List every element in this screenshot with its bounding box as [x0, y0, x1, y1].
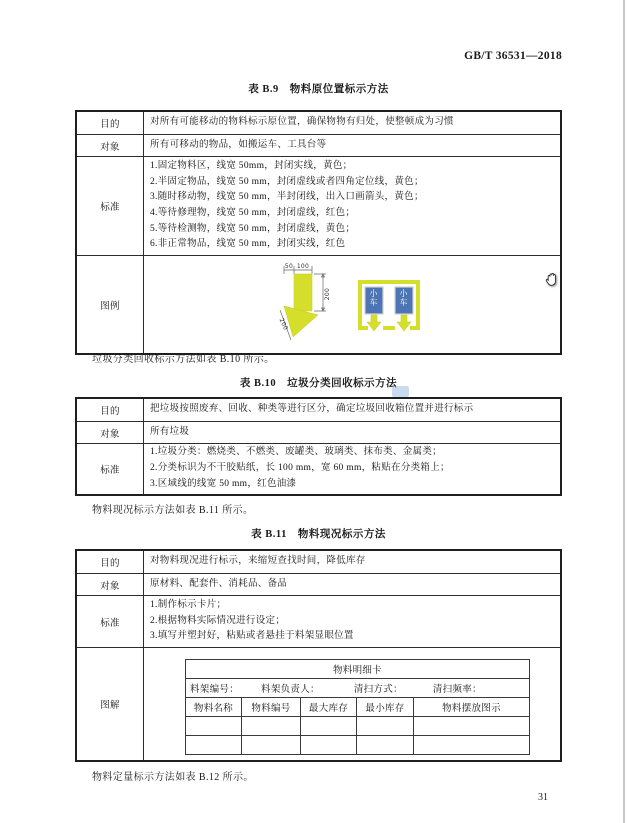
- table-row: [76, 444, 561, 496]
- empty-cell: [414, 735, 530, 754]
- empty-cell: [357, 716, 414, 735]
- table-b9-caption: 表 B.9 物料原位置标示方法: [248, 84, 389, 95]
- intro-paragraph-b10: 垃圾分类回收标示方法如表 B.10 所示。: [92, 354, 275, 365]
- row-label-object: 对象: [76, 422, 144, 444]
- down-arrow: [397, 315, 411, 331]
- b11-purpose-text: 对物料现况进行标示，来缩短查找时间，降低库存: [144, 550, 562, 574]
- row-label-object: 对象: [76, 574, 144, 596]
- table-row: [186, 678, 530, 697]
- table-row: [186, 659, 530, 678]
- standard-line: 3.随时移动物，线宽 50 mm，半封闭线，出入口画箭头，黄色；: [150, 192, 424, 203]
- empty-cell: [242, 716, 301, 735]
- row-label-purpose: 目的: [76, 111, 144, 135]
- b11-diagram-cell: [144, 648, 562, 762]
- row-label-standard: 标准: [76, 157, 144, 256]
- row-label-standard: 标准: [76, 596, 144, 648]
- intro-paragraph-b11: 物料现况标示方法如表 B.11 所示。: [92, 505, 254, 516]
- table-row: [76, 256, 561, 355]
- b11-object-text: 原材料、配套件、消耗品、备品: [144, 574, 562, 596]
- b9-purpose-text: 对所有可能移动的物料标示原位置，确保物物有归处，使整顿成为习惯: [144, 111, 562, 135]
- table-b11: [75, 549, 562, 762]
- standard-line: 1.制作标示卡片；: [150, 599, 227, 610]
- table-row: [76, 648, 561, 762]
- table-b9: [75, 110, 562, 355]
- intro-paragraph-b12: 物料定量标示方法如表 B.12 所示。: [92, 772, 254, 783]
- grab-hand-cursor-icon: [542, 270, 562, 293]
- row-label-purpose: 目的: [76, 398, 144, 422]
- table-row: [76, 157, 561, 256]
- position-arrow-figure: [278, 262, 340, 344]
- card-col-header: 最小库存: [357, 697, 414, 716]
- row-label-diagram: 图解: [76, 648, 144, 762]
- dimension-label-50: 50: [284, 263, 294, 270]
- material-card-table: [185, 659, 530, 755]
- b11-standard-text: [144, 596, 562, 648]
- card-col-header: 物料名称: [186, 697, 242, 716]
- cart-area-figure: [356, 278, 422, 334]
- empty-cell: [301, 716, 357, 735]
- table-row: [76, 135, 561, 157]
- dimension-label-200-right: 200: [324, 287, 331, 301]
- table-row: [76, 596, 561, 648]
- standard-line: 2.半固定物品，线宽 50 mm，封闭虚线或者四角定位线，黄色；: [150, 176, 424, 187]
- standard-line: 1.固定物料区，线宽 50mm，封闭实线，黄色；: [150, 160, 353, 171]
- dimension-label-200-diag: 200: [278, 317, 290, 332]
- standard-line: 2.根据物料实际情况进行设定；: [150, 615, 286, 626]
- b9-object-text: 所有可移动的物品，如搬运车、工具台等: [144, 135, 562, 157]
- table-row: [76, 398, 561, 422]
- card-meta-label: 清扫频率：: [432, 684, 482, 695]
- standard-line: 2.分类标识为不干胶贴纸，长 100 mm，宽 60 mm，粘贴在分类箱上；: [150, 463, 450, 474]
- empty-cell: [301, 735, 357, 754]
- card-col-header: 物料编号: [242, 697, 301, 716]
- table-b10-caption: 表 B.10 垃圾分类回收标示方法: [239, 378, 398, 389]
- table-row: [186, 697, 530, 716]
- table-b10: [75, 397, 562, 496]
- card-col-header: 最大库存: [301, 697, 357, 716]
- table-row: [76, 550, 561, 574]
- scan-artifact: [392, 386, 409, 397]
- b10-object-text: 所有垃圾: [144, 422, 562, 444]
- dimension-label-100: 100: [296, 263, 310, 270]
- standard-line: 3.区域线的线宽 50 mm，红色油漆: [150, 478, 297, 489]
- table-row: [186, 716, 530, 735]
- cart-label: 小车: [369, 289, 378, 307]
- table-row: [76, 574, 561, 596]
- table-b11-caption: 表 B.11 物料现况标示方法: [251, 529, 386, 540]
- row-label-legend: 图例: [76, 256, 144, 355]
- card-meta-label: 清扫方式：: [353, 684, 403, 695]
- standard-line: 4.等待修理物，线宽 50 mm，封闭虚线，红色；: [150, 208, 356, 218]
- empty-cell: [186, 735, 242, 754]
- arrow-shaft: [294, 274, 312, 311]
- document-code: GB/T 36531—2018: [464, 50, 562, 62]
- arrow-head: [284, 306, 318, 337]
- b9-standard-text: [144, 157, 562, 256]
- standard-line: 6.非正常物品，线宽 50 mm，封闭实线，红色: [150, 239, 346, 250]
- standard-line: 3.填写并塑封好，粘贴或者悬挂于料架显眼位置: [150, 631, 354, 642]
- card-meta-label: 料架负责人：: [261, 684, 320, 695]
- page-number: 31: [538, 792, 548, 803]
- empty-cell: [414, 716, 530, 735]
- table-row: [76, 422, 561, 444]
- cart-label: 小车: [399, 289, 408, 307]
- table-row: [76, 111, 561, 135]
- b9-legend-cell: [144, 256, 562, 355]
- standard-line: 1.垃圾分类：燃烧类、不燃类、废罐类、玻璃类、抹布类、金属类；: [150, 447, 442, 458]
- card-meta-label: 料架编号：: [190, 684, 240, 695]
- empty-cell: [357, 735, 414, 754]
- row-label-standard: 标准: [76, 444, 144, 496]
- card-col-header: 物料摆放图示: [414, 697, 530, 716]
- row-label-object: 对象: [76, 135, 144, 157]
- b10-standard-text: [144, 444, 562, 496]
- empty-cell: [242, 735, 301, 754]
- card-title: 物料明细卡: [186, 659, 530, 678]
- down-arrow: [367, 315, 381, 331]
- row-label-purpose: 目的: [76, 550, 144, 574]
- scan-edge-line: [623, 0, 625, 823]
- empty-cell: [186, 716, 242, 735]
- table-row: [186, 735, 530, 754]
- b10-purpose-text: 把垃圾按照废弃、回收、种类等进行区分，确定垃圾回收箱位置并进行标示: [144, 398, 562, 422]
- card-meta-row: [186, 678, 530, 697]
- standard-line: 5.等待检测物，线宽 50 mm，封闭虚线，黄色；: [150, 223, 356, 234]
